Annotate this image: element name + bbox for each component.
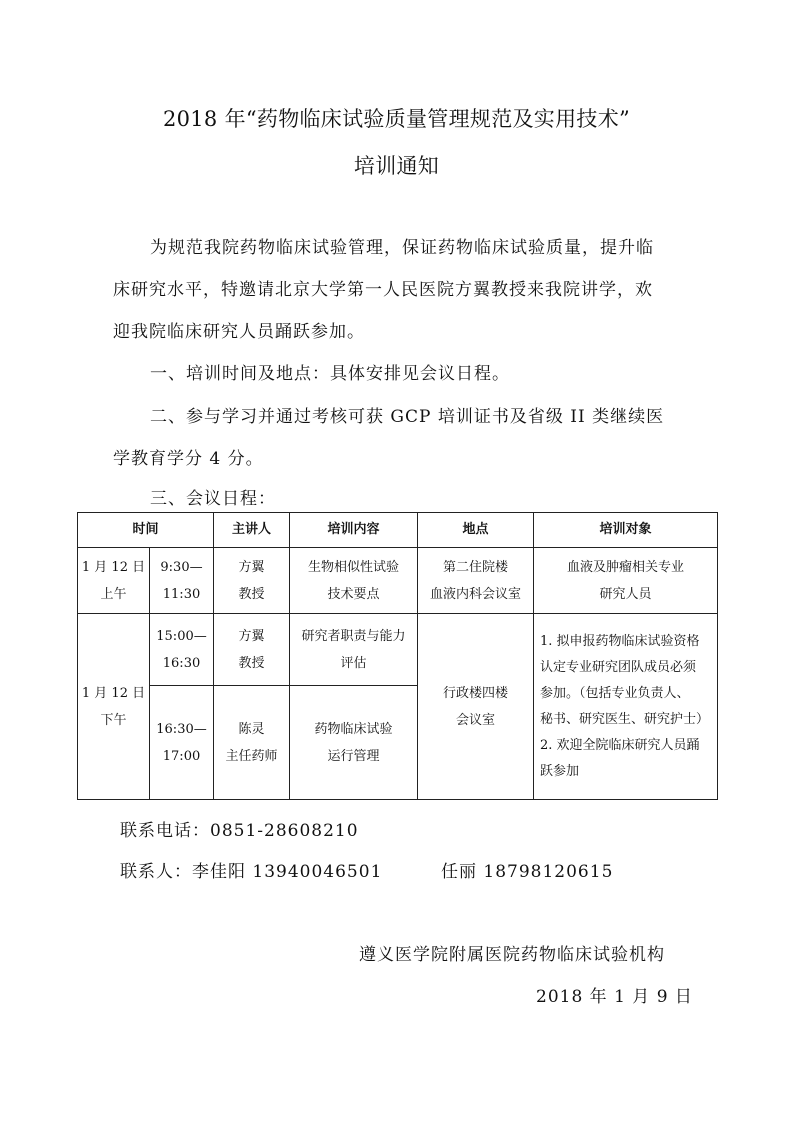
morning-date: 1 月 12 日 上午 [78,548,150,614]
table-row-afternoon-1 [78,614,718,686]
document-subtitle: 培训通知 [353,154,440,178]
intro-line-1: 为规范我院药物临床试验管理，保证药物临床试验质量，提升临 [150,238,654,258]
afternoon-date: 1 月 12 日 下午 [78,614,150,800]
morning-speaker: 方翼 教授 [214,548,290,614]
session2-time: 16:30— 17:00 [150,686,214,800]
morning-audience: 血液及肿瘤相关专业 研究人员 [534,548,718,614]
signature-date: 2018 年 1 月 9 日 [536,987,693,1007]
session1-content: 研究者职责与能力 评估 [290,614,418,686]
header-audience: 培训对象 [534,513,718,548]
intro-line-2: 床研究水平，特邀请北京大学第一人民医院方翼教授来我院讲学，欢 [113,280,653,300]
item-1: 一、培训时间及地点：具体安排见会议日程。 [150,364,510,384]
item-2-line-1: 二、参与学习并通过考核可获 GCP 培训证书及省级 II 类继续医 [150,407,665,427]
afternoon-audience: 1. 拟申报药物临床试验资格 认定专业研究团队成员必须 参加。（包括专业负责人、 秘书、研究医生、研究护士） 2. 欢迎全院临床研究人员踊 跃参加 [534,614,718,800]
contact-phone: 联系电话：0851-28608210 [120,821,359,841]
header-speaker: 主讲人 [214,513,290,548]
signature-org: 遵义医学院附属医院药物临床试验机构 [359,945,665,965]
session2-content: 药物临床试验 运行管理 [290,686,418,800]
morning-location: 第二住院楼 血液内科会议室 [418,548,534,614]
document-title: 2018 年“药物临床试验质量管理规范及实用技术” [162,107,631,131]
contact-person-2: 任丽 18798120615 [441,862,614,882]
session2-speaker: 陈灵 主任药师 [214,686,290,800]
afternoon-location: 行政楼四楼 会议室 [418,614,534,800]
header-location: 地点 [418,513,534,548]
table-header-row [78,513,718,548]
schedule-table [77,512,718,800]
item-3: 三、会议日程： [150,489,276,509]
intro-line-3: 迎我院临床研究人员踊跃参加。 [113,322,365,342]
session1-time: 15:00— 16:30 [150,614,214,686]
session1-speaker: 方翼 教授 [214,614,290,686]
header-content: 培训内容 [290,513,418,548]
item-2-line-2: 学教育学分 4 分。 [113,449,264,469]
header-time: 时间 [78,513,214,548]
morning-time: 9:30— 11:30 [150,548,214,614]
morning-content: 生物相似性试验 技术要点 [290,548,418,614]
contact-person-1: 联系人：李佳阳 13940046501 [120,862,383,882]
table-row-morning [78,548,718,614]
